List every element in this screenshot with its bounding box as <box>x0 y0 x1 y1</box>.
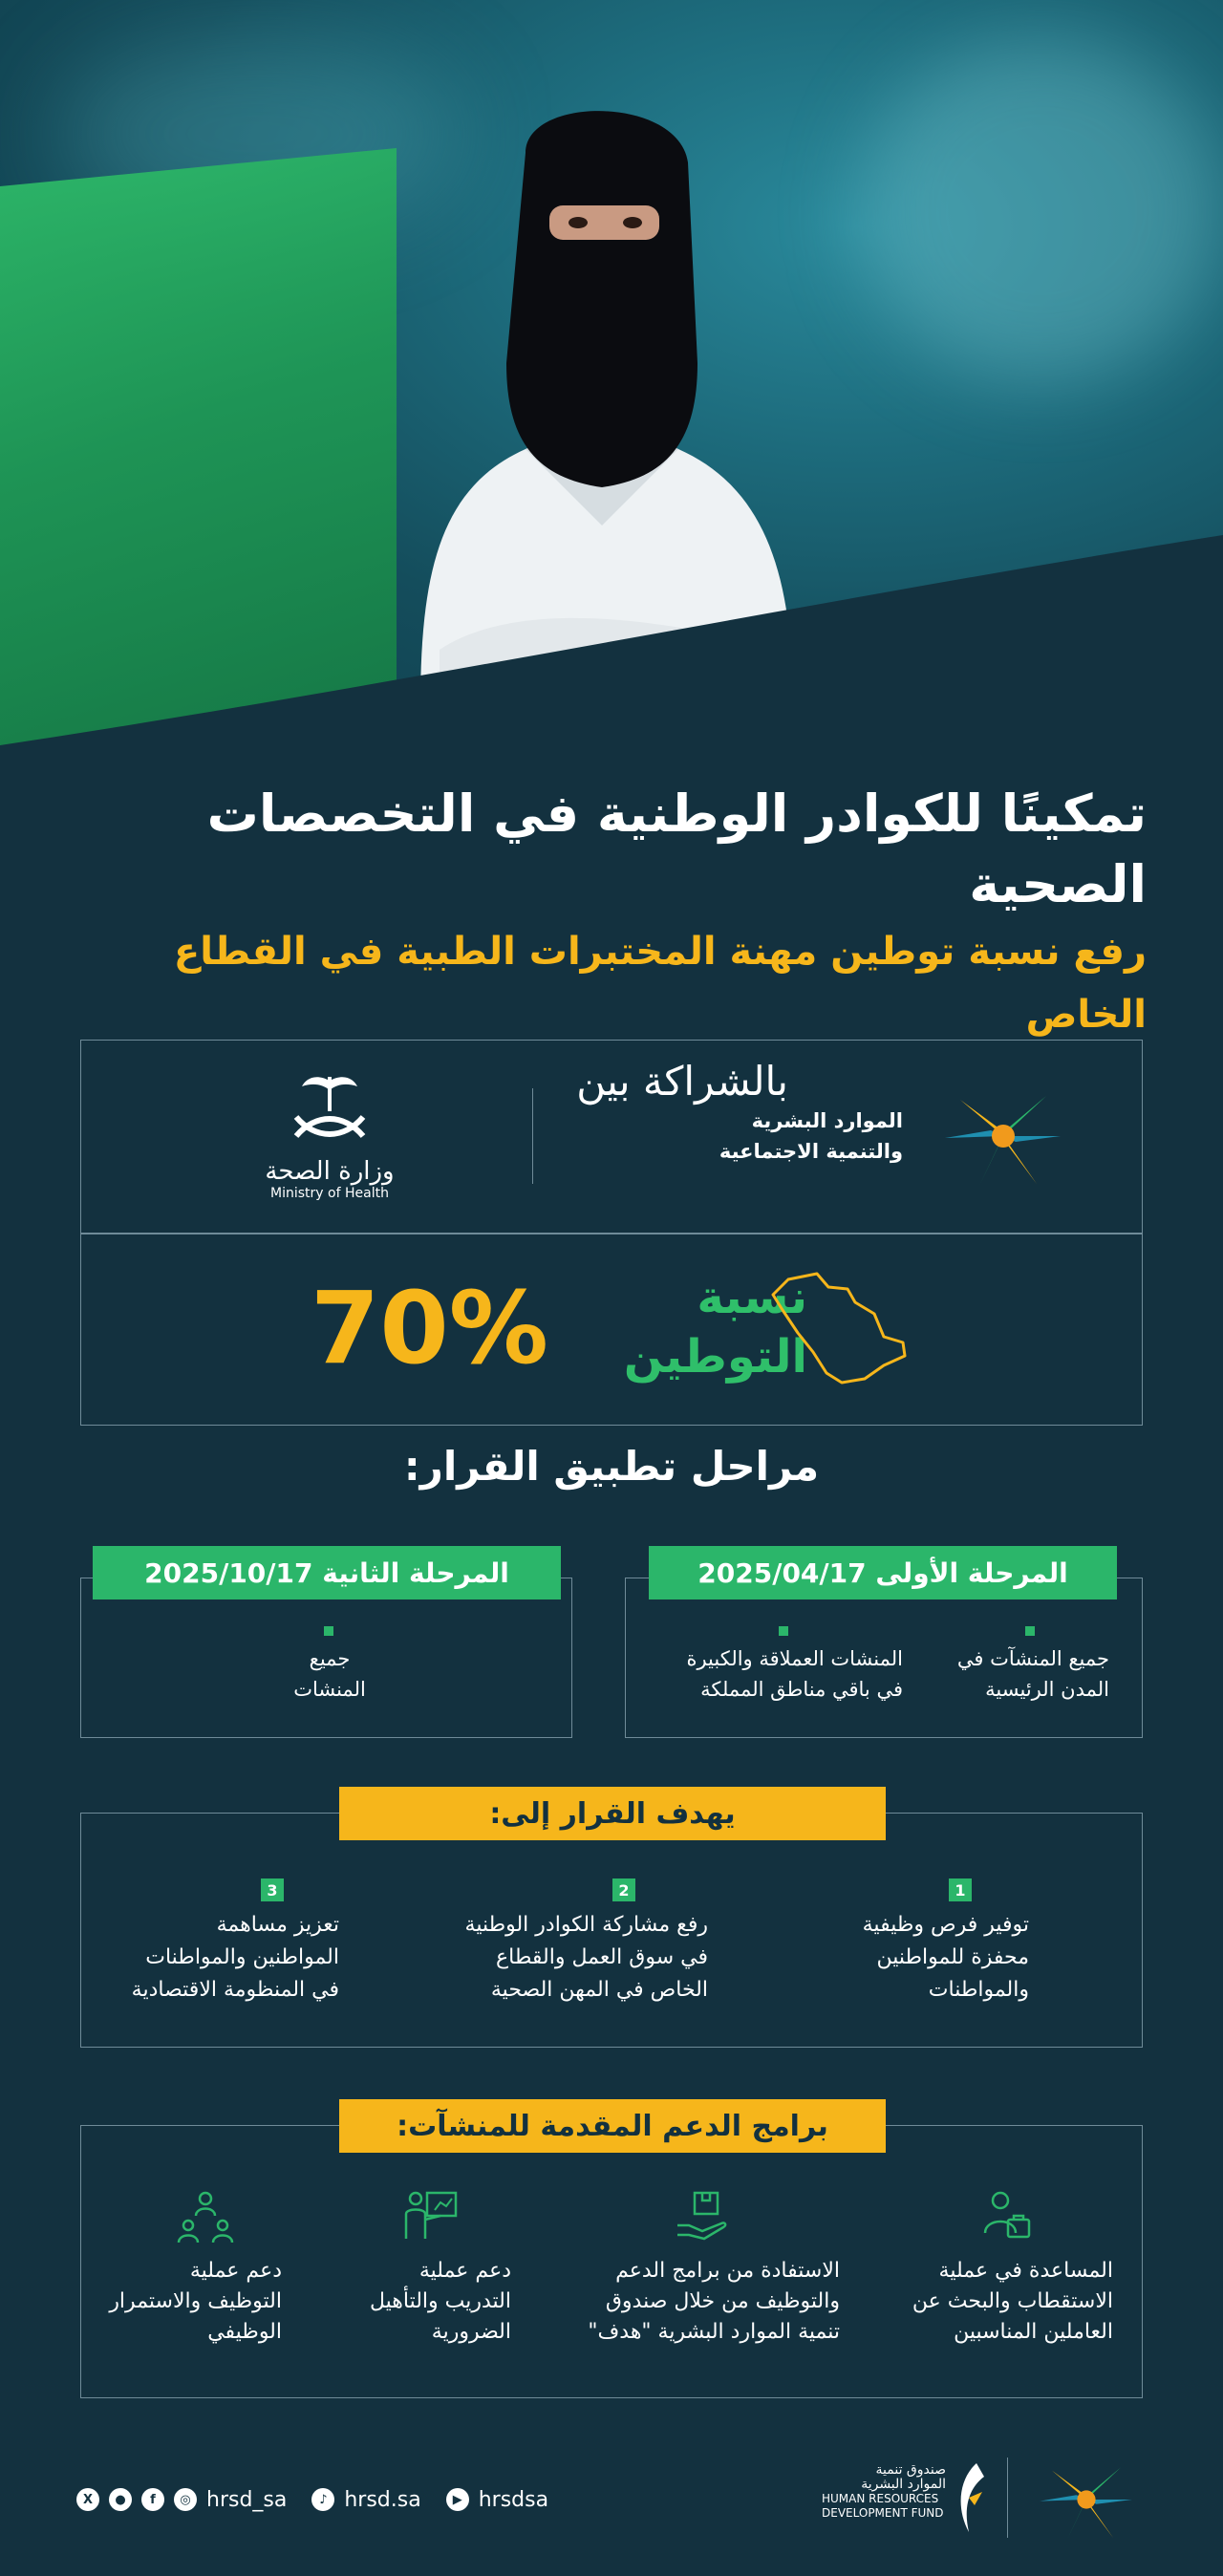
support-item-4-line3: الوظيفي <box>207 2320 282 2344</box>
support-item-3-line2: التدريب والتأهيل <box>369 2289 511 2313</box>
hero-wave <box>0 535 1223 755</box>
hrsd-star-icon <box>941 1079 1065 1193</box>
phase-2-item-1 <box>253 1643 406 1705</box>
instagram-icon[interactable]: ◎ <box>174 2488 197 2511</box>
support-title: برامج الدعم المقدمة للمنشآت: <box>339 2099 886 2153</box>
phase-1-item-2 <box>645 1643 903 1705</box>
goal-3-line1: تعزيز مساهمة <box>216 1913 339 1937</box>
goal-3-number: 3 <box>261 1878 284 1901</box>
tiktok-icon[interactable]: ♪ <box>311 2488 334 2511</box>
goal-3-line3: في المنظومة الاقتصادية <box>131 1978 339 2002</box>
support-item-4-line1: دعم عملية <box>189 2259 282 2283</box>
support-item-1-line3: العاملين المناسبين <box>954 2320 1113 2344</box>
hrsd-logo <box>674 1079 1075 1193</box>
support-item-4-line2: التوظيف والاستمرار <box>109 2289 282 2313</box>
training-icon <box>402 2187 460 2244</box>
phase-1-item-2-line1: المنشات العملاقة والكبيرة <box>686 1647 903 1670</box>
phase-2-box <box>80 1556 572 1738</box>
stages-title: مراحل تطبيق القرار: <box>403 1443 820 1490</box>
phase-2-item-1-line1: جميع <box>309 1647 351 1670</box>
goal-2-line1: رفع مشاركة الكوادر الوطنية <box>464 1913 708 1937</box>
social-links <box>76 2480 564 2519</box>
support-box <box>80 2109 1143 2398</box>
phase-1-bullet-1 <box>1025 1626 1035 1636</box>
team-icon <box>177 2187 234 2244</box>
goal-3-text <box>53 1909 339 2007</box>
goal-2-line3: الخاص في المهن الصحية <box>490 1978 708 2002</box>
phase-1-item-2-line2: في باقي مناطق المملكة <box>700 1678 903 1701</box>
snapchat-icon[interactable]: ● <box>109 2488 132 2511</box>
handle-youtube[interactable]: hrsdsa <box>478 2487 549 2512</box>
hrsd-footer-star-icon <box>1034 2454 1139 2545</box>
hrsd-name-line2: والتنمية الاجتماعية <box>719 1140 903 1163</box>
rate-value: 70% <box>311 1270 548 1386</box>
phase-1-bullet-2 <box>779 1626 788 1636</box>
x-icon[interactable]: X <box>76 2488 99 2511</box>
hrdf-logo-text <box>822 2463 946 2521</box>
moh-logo <box>234 1073 425 1207</box>
goal-1-line2: محفزة للمواطنين <box>876 1945 1029 1969</box>
phase-1-tag: المرحلة الأولى 2025/04/17 <box>649 1546 1117 1599</box>
support-item-1-line2: الاستقطاب والبحث عن <box>912 2289 1113 2313</box>
hrdf-emblem-icon <box>950 2459 992 2536</box>
partnership-label: بالشراكة بين <box>576 1058 788 1105</box>
hero-blur-light <box>860 38 1223 382</box>
phase-1-box <box>625 1556 1143 1738</box>
partners-box <box>80 1040 1143 1234</box>
goal-1-line1: توفير فرص وظيفية <box>862 1913 1029 1937</box>
goal-3-line2: المواطنين والمواطنات <box>145 1945 339 1969</box>
goals-title: يهدف القرار إلى: <box>339 1787 886 1840</box>
goal-1-number: 1 <box>949 1878 972 1901</box>
goal-1-text <box>771 1909 1029 2007</box>
hrdf-en-line1: HUMAN RESOURCES <box>822 2492 939 2505</box>
phase-2-tag: المرحلة الثانية 2025/10/17 <box>93 1546 561 1599</box>
support-hand-icon <box>674 2187 731 2244</box>
support-item-2-line3: تنمية الموارد البشرية "هدف" <box>588 2320 840 2344</box>
hrsd-name <box>674 1106 903 1167</box>
moh-name-en: Ministry of Health <box>270 1186 389 1201</box>
support-item-1-text <box>874 2256 1113 2348</box>
facebook-icon[interactable]: f <box>141 2488 164 2511</box>
saudization-rate-box <box>80 1233 1143 1426</box>
support-item-2-line2: والتوظيف من خلال صندوق <box>605 2289 840 2313</box>
hrsd-name-line1: الموارد البشرية <box>751 1109 903 1132</box>
page-subtitle: رفع نسبة توطين مهنة المختبرات الطبية في القطاع الخاص <box>173 930 1147 1037</box>
footer-logos <box>822 2454 1147 2549</box>
goal-2-number: 2 <box>612 1878 635 1901</box>
recruit-icon <box>977 2187 1035 2244</box>
support-item-1-line1: المساعدة في عملية <box>938 2259 1113 2283</box>
support-item-2-line1: الاستفادة من برامج الدعم <box>615 2259 840 2283</box>
support-item-3-line3: الضرورية <box>431 2320 511 2344</box>
goal-2-line2: في سوق العمل والقطاع <box>496 1945 708 1969</box>
handle-hrsd-sa[interactable]: hrsd_sa <box>206 2487 288 2512</box>
phase-1-item-1 <box>899 1643 1109 1705</box>
hero-image <box>0 0 1223 755</box>
saudi-map-icon <box>760 1260 922 1404</box>
hrdf-ar-line2: الموارد البشرية <box>861 2477 946 2492</box>
page-title: تمكينًا للكوادر الوطنية في التخصصات الصحية <box>206 784 1147 914</box>
footer-divider <box>1007 2458 1008 2538</box>
goal-2-text <box>412 1909 708 2007</box>
support-item-3-line1: دعم عملية <box>418 2259 511 2283</box>
moh-emblem-icon <box>277 1073 382 1149</box>
rate-label-line1: نسبة <box>697 1271 807 1324</box>
support-item-4-text <box>100 2256 282 2348</box>
goal-1-line3: والمواطنات <box>928 1978 1029 2002</box>
moh-name-ar: وزارة الصحة <box>265 1157 395 1186</box>
support-item-2-text <box>553 2256 840 2348</box>
support-item-3-text <box>311 2256 511 2348</box>
phase-2-item-1-line2: المنشات <box>293 1678 366 1701</box>
goals-box <box>80 1796 1143 2048</box>
partners-divider <box>532 1088 533 1184</box>
phase-2-bullet-1 <box>324 1626 333 1636</box>
youtube-icon[interactable]: ▶ <box>446 2488 469 2511</box>
phase-1-item-1-line2: المدن الرئيسية <box>985 1678 1109 1701</box>
hrdf-en-line2: DEVELOPMENT FUND <box>822 2506 944 2520</box>
rate-label-line2: التوطين <box>623 1330 807 1384</box>
phase-1-item-1-line1: جميع المنشآت في <box>956 1647 1109 1670</box>
handle-tiktok[interactable]: hrsd.sa <box>344 2487 421 2512</box>
hrdf-ar-line1: صندوق تنمية <box>875 2462 946 2478</box>
